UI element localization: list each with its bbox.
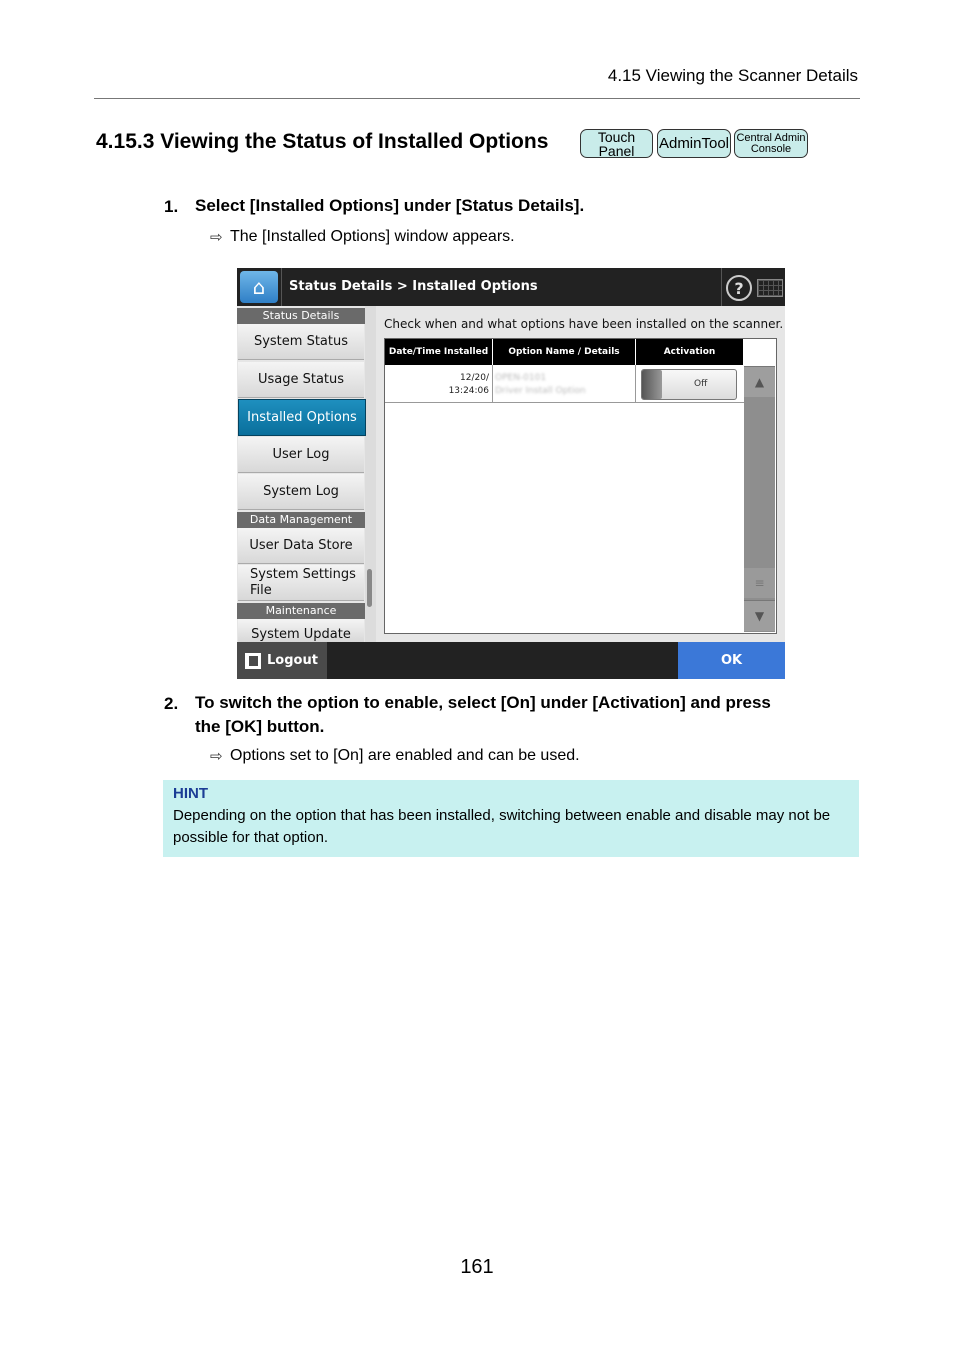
cell-time-line: 13:24:06 (448, 386, 489, 396)
admintool-badge-label: AdminTool (658, 135, 730, 152)
cell-option-name (495, 372, 586, 398)
nav-item-system-log[interactable]: System Log (238, 474, 364, 510)
cell-option-line: OPEN-0101 (495, 373, 547, 383)
nav-item-label: File (250, 582, 272, 598)
nav-item-installed-options[interactable]: Installed Options (238, 399, 366, 436)
touch-panel-badge-line1: Touch (597, 128, 636, 145)
cell-option-detail-line: Driver Install Option (495, 386, 586, 396)
titlebar-separator (281, 268, 282, 306)
column-header-option: Option Name / Details (493, 339, 635, 365)
central-admin-badge-line1: Central Admin (736, 131, 806, 144)
step-2-number: 2. (164, 694, 179, 713)
screen-title: Status Details > Installed Options (289, 279, 538, 294)
cell-date-installed (427, 372, 489, 398)
table-cell-divider (635, 365, 636, 403)
nav-item-system-settings-file[interactable] (238, 565, 364, 601)
nav-item-system-status[interactable]: System Status (238, 324, 364, 360)
nav-item-usage-status[interactable]: Usage Status (238, 362, 364, 398)
section-title: 4.15.3 Viewing the Status of Installed Options (96, 130, 549, 153)
running-header: 4.15 Viewing the Scanner Details (607, 66, 858, 85)
scroll-up-icon[interactable]: ▲ (744, 366, 775, 397)
installed-options-screen (237, 268, 785, 679)
nav-group-data-management: Data Management (237, 512, 365, 528)
logout-button[interactable] (237, 642, 327, 679)
scroll-grip-icon[interactable]: ≡ (744, 568, 775, 598)
central-admin-console-badge (734, 129, 808, 158)
hint-text: Depending on the option that has been installed, switching between enable and disable may not be possible for that option. (173, 807, 831, 846)
scroll-down-icon[interactable]: ▼ (744, 600, 775, 631)
sidebar (237, 306, 365, 642)
touch-panel-badge-line2: Panel (598, 142, 635, 159)
toggle-knob (642, 370, 662, 399)
column-header-activation: Activation (636, 339, 743, 365)
step-1-result-text: The [Installed Options] window appears. (230, 228, 515, 245)
page-number: 161 (460, 1256, 494, 1278)
step-2-result-text: Options set to [On] are enabled and can be used. (230, 747, 580, 764)
help-icon[interactable]: ? (726, 275, 752, 301)
nav-item-user-log[interactable]: User Log (238, 437, 364, 473)
header-rule (94, 98, 860, 99)
step-2-text-line2: the [OK] button. (195, 717, 325, 736)
hint-title: HINT (173, 785, 208, 802)
nav-group-maintenance: Maintenance (237, 603, 365, 619)
titlebar-separator (721, 268, 722, 306)
step-2-result (210, 747, 580, 765)
central-admin-badge-line2: Console (750, 142, 792, 155)
column-header-date: Date/Time Installed (385, 339, 492, 365)
result-arrow-icon: ⇨ (210, 748, 223, 765)
step-1-number: 1. (164, 197, 179, 216)
toggle-state-label: Off (694, 379, 708, 389)
keyboard-icon[interactable] (757, 279, 783, 297)
nav-group-status-details: Status Details (237, 308, 365, 324)
table-cell-divider (492, 365, 493, 403)
step-1-text: Select [Installed Options] under [Status Details]. (195, 196, 585, 215)
logout-label: Logout (267, 653, 318, 668)
touch-panel-badge (580, 129, 653, 158)
table-row-divider (385, 402, 744, 403)
nav-item-label: System Settings (250, 566, 356, 582)
content-message: Check when and what options have been installed on the scanner. (384, 317, 784, 331)
admintool-badge (657, 129, 731, 158)
nav-item-user-data-store[interactable]: User Data Store (238, 528, 364, 564)
result-arrow-icon: ⇨ (210, 229, 223, 246)
logout-icon (245, 653, 261, 669)
activation-toggle[interactable] (641, 369, 737, 400)
nav-item-system-update[interactable]: System Update (238, 619, 364, 643)
step-2-text-line1: To switch the option to enable, select [On] under [Activation] and press (195, 693, 771, 712)
cell-date-line: 12/20/ (460, 373, 489, 383)
step-1-result (210, 228, 515, 246)
sidebar-scrollbar[interactable] (367, 569, 372, 607)
home-icon[interactable]: ⌂ (240, 271, 278, 303)
ok-button[interactable]: OK (678, 642, 785, 679)
